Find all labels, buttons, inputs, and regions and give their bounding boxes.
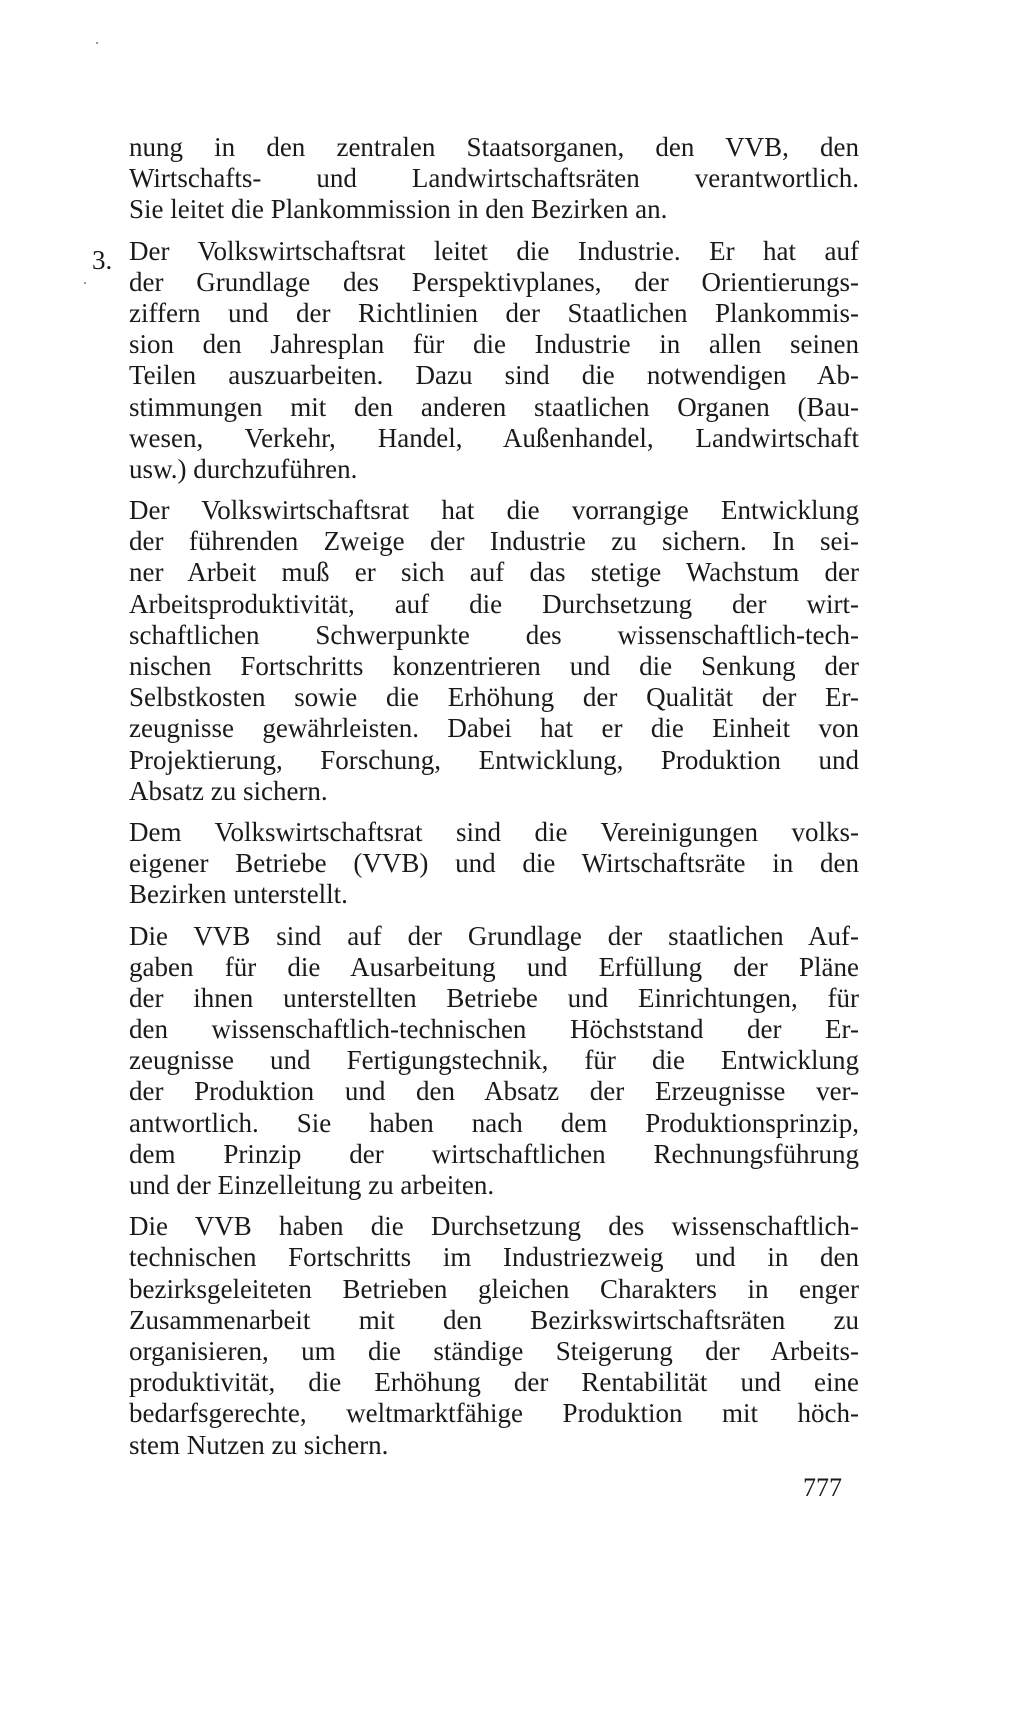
paragraph	[129, 236, 859, 486]
text-line: Der Volkswirtschaftsrat leitet die Industrie. Er hat auf	[129, 235, 859, 266]
paragraph	[129, 921, 859, 1202]
text-line: der ihnen unterstellten Betriebe und Einrichtungen, für	[129, 982, 859, 1013]
text-line: der führenden Zweige der Industrie zu sichern. In sei-	[129, 526, 859, 557]
text-line: eigener Betriebe (VVB) und die Wirtschaftsräte in den	[129, 848, 859, 879]
text-line: wesen, Verkehr, Handel, Außenhandel, Landwirtschaft	[129, 422, 859, 453]
body-text	[129, 132, 859, 1461]
scan-speck	[84, 282, 86, 284]
text-line: stimmungen mit den anderen staatlichen Organen (Bau-	[129, 391, 859, 422]
paragraph-gap	[129, 911, 859, 921]
text-line: Dem Volkswirtschaftsrat sind die Vereinigungen volks-	[129, 816, 859, 847]
text-line: Zusammenarbeit mit den Bezirkswirtschaftsräten zu	[129, 1304, 859, 1335]
text-line: sion den Jahresplan für die Industrie in allen seinen	[129, 329, 859, 360]
text-line: Bezirken unterstellt.	[129, 879, 348, 910]
text-line: schaftlichen Schwerpunkte des wissenschaftlich-tech-	[129, 619, 859, 650]
scan-speck	[96, 42, 98, 44]
text-line: bezirksgeleiteten Betrieben gleichen Charakters in enger	[129, 1273, 859, 1304]
text-line: der Grundlage des Perspektivplanes, der Orientierungs-	[129, 266, 859, 297]
paragraph	[129, 1211, 859, 1461]
text-line: Teilen auszuarbeiten. Dazu sind die notwendigen Ab-	[129, 360, 859, 391]
text-line: Sie leitet die Plankommission in den Bezirken an.	[129, 194, 668, 225]
text-line: Der Volkswirtschaftsrat hat die vorrangige Entwicklung	[129, 495, 859, 526]
text-line: gaben für die Ausarbeitung und Erfüllung der Pläne	[129, 951, 859, 982]
text-line: den wissenschaftlich-technischen Höchststand der Er-	[129, 1014, 859, 1045]
page-number: 777	[803, 1473, 842, 1502]
text-line: technischen Fortschritts im Industriezweig und in den	[129, 1242, 859, 1273]
paragraph-gap	[129, 485, 859, 495]
text-line: bedarfsgerechte, weltmarktfähige Produktion mit höch-	[129, 1398, 859, 1429]
paragraph-gap	[129, 226, 859, 236]
text-line: produktivität, die Erhöhung der Rentabilität und eine	[129, 1367, 859, 1398]
text-line: Absatz zu sichern.	[129, 775, 328, 806]
paragraph-gap	[129, 807, 859, 817]
text-line: usw.) durchzuführen.	[129, 453, 358, 484]
text-line: nischen Fortschritts konzentrieren und die Senkung der	[129, 651, 859, 681]
paragraph	[129, 817, 859, 911]
paragraph	[129, 495, 859, 807]
text-line: ner Arbeit muß er sich auf das stetige Wachstum der	[129, 557, 859, 588]
text-line: Die VVB sind auf der Grundlage der staatlichen Auf-	[129, 920, 859, 951]
list-item-number: 3.	[92, 245, 113, 275]
text-line: dem Prinzip der wirtschaftlichen Rechnungsführung	[129, 1138, 859, 1169]
text-line: organisieren, um die ständige Steigerung der Arbeits-	[129, 1335, 859, 1366]
text-line: stem Nutzen zu sichern.	[129, 1429, 389, 1460]
text-line: zeugnisse gewährleisten. Dabei hat er die Einheit von	[129, 713, 859, 744]
text-line: zeugnisse und Fertigungstechnik, für die Entwicklung	[129, 1045, 859, 1076]
text-line: Arbeitsproduktivität, auf die Durchsetzung der wirt-	[129, 588, 859, 619]
paragraph-gap	[129, 1201, 859, 1211]
text-line: nung in den zentralen Staatsorganen, den VVB, den	[129, 132, 859, 162]
text-line: und der Einzelleitung zu arbeiten.	[129, 1170, 495, 1200]
text-line: der Produktion und den Absatz der Erzeugnisse ver-	[129, 1076, 859, 1107]
paragraph	[129, 132, 859, 226]
text-line: Die VVB haben die Durchsetzung des wissenschaftlich-	[129, 1211, 859, 1242]
text-line: Projektierung, Forschung, Entwicklung, Produktion und	[129, 744, 859, 775]
text-line: ziffern und der Richtlinien der Staatlichen Plankommis-	[129, 297, 859, 328]
text-line: antwortlich. Sie haben nach dem Produktionsprinzip,	[129, 1107, 859, 1138]
text-line: Selbstkosten sowie die Erhöhung der Qualität der Er-	[129, 682, 859, 713]
text-line: Wirtschafts- und Landwirtschaftsräten verantwortlich.	[129, 163, 859, 194]
